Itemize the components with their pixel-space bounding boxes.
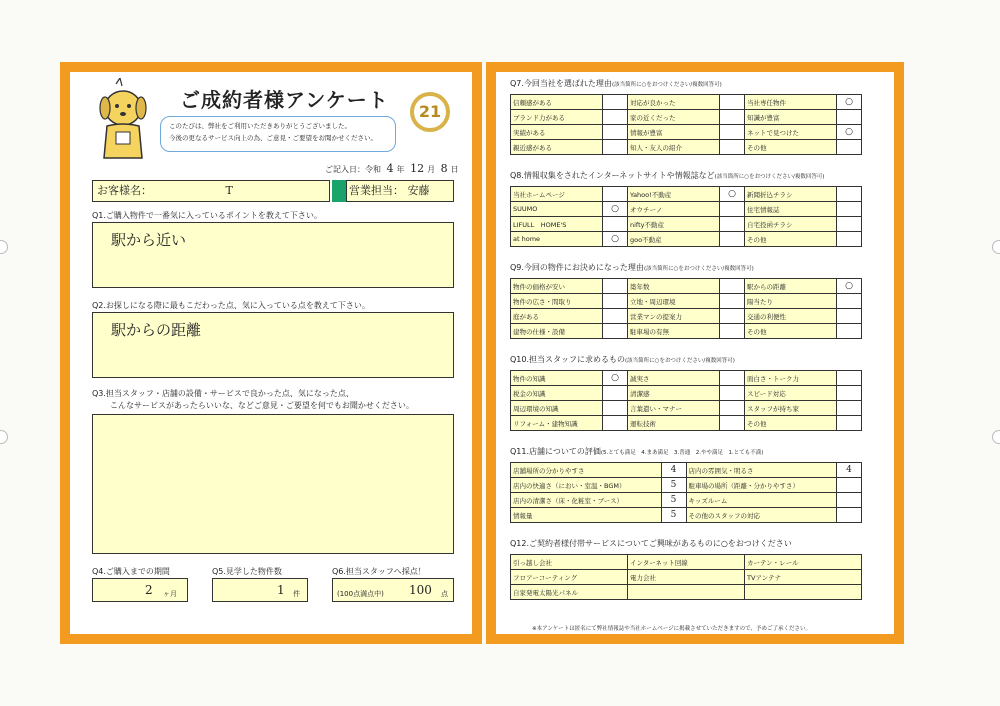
q9-option-label: 駅からの距離 [745,279,837,294]
q8-row [511,232,862,247]
q9-note: (該当箇所に○をおつけください/複数回答可) [643,266,754,272]
q6-answer-field[interactable] [332,578,454,602]
q11-option-label: その他のスタッフの対応 [686,508,837,523]
q10-answer-cell[interactable] [837,371,862,386]
q7-answer-cell[interactable] [720,125,745,140]
q8-option-label: SUUMO [511,202,603,217]
q12-option-cell[interactable] [628,585,745,600]
q7-option-label: 家の近くだった [628,110,720,125]
q9-option-label: 庭がある [511,309,603,324]
survey-title: ご成約者様アンケート [180,88,389,112]
q8-option-label: 自宅投函チラシ [745,217,837,232]
q9-answer-cell[interactable] [837,324,862,339]
q12-table [510,554,862,600]
q10-option-label: 清潔感 [628,386,720,401]
staff-label: 営業担当： [349,184,404,197]
q12-option-cell[interactable]: 電力会社 [628,570,745,585]
q8-row [511,217,862,232]
q8-answer-cell[interactable] [720,232,745,247]
q6-label: Q6.担当スタッフへ採点！ [332,567,426,576]
q11-option-label: 店内の清潔さ（床・化粧室・ブース） [511,493,662,508]
q4-label: Q4.ご購入までの期間 [92,567,170,576]
q8-table [510,186,862,247]
q8-option-label: 住宅情報誌 [745,202,837,217]
q9-option-label: 物件の広さ・間取り [511,294,603,309]
q10-option-label: スタッフが持ち家 [745,401,837,416]
q8-row [511,187,862,202]
date-month: 12 [410,162,425,175]
q8-option-label: goo不動産 [628,232,720,247]
q7-answer-cell[interactable] [603,110,628,125]
q8-answer-cell[interactable]: ○ [603,232,628,247]
q7-option-label: 親近感がある [511,140,603,155]
q6-sub: (100点満点中) [337,590,384,598]
q10-option-label: 誠実さ [628,371,720,386]
q9-option-label: 築年数 [628,279,720,294]
q11-answer-cell[interactable]: 5 [661,478,686,493]
q9-answer-cell[interactable] [603,294,628,309]
q8-option-label: オウチーノ [628,202,720,217]
date-year: 4 [386,162,394,175]
q1-answer-field[interactable] [92,222,454,288]
q9-answer-cell[interactable] [720,279,745,294]
q11-row [511,508,862,523]
q7-option-label: 当社専任物件 [745,95,837,110]
q9-label: Q9.今回の物件にお決めになった理由 [510,263,644,272]
q8-answer-cell[interactable]: ○ [603,202,628,217]
q10-heading [510,354,735,365]
q4-answer-field[interactable] [92,578,188,602]
q11-heading [510,446,763,457]
intro-line-2: 今後の更なるサービス向上の為、ご意見・ご要望をお聞かせください。 [169,134,377,142]
q10-option-label: 言葉遣い・マナー [628,401,720,416]
q11-answer-cell[interactable] [837,508,862,523]
q9-option-label: 物件の価格が安い [511,279,603,294]
q9-option-label: 建物の仕様・設備 [511,324,603,339]
staff-value: 安藤 [407,184,430,197]
q5-answer-field[interactable] [212,578,308,602]
mascot-dog-icon [92,78,154,162]
punch-hole-icon [992,240,1000,254]
intro-line-1: このたびは、弊社をご利用いただきありがとうございました。 [169,122,351,130]
q9-option-label: 陽当たり [745,294,837,309]
q2-answer: 駅からの距離 [111,321,202,339]
q5-unit: 件 [293,590,300,598]
q7-answer-cell[interactable] [603,95,628,110]
q8-option-label: at home [511,232,603,247]
q9-heading [510,262,754,273]
q7-option-label: ブランド力がある [511,110,603,125]
q10-option-label: 周辺環境の知識 [511,401,603,416]
q8-answer-cell[interactable] [837,232,862,247]
name-row [92,180,454,202]
q7-option-label: 実績がある [511,125,603,140]
q7-row [511,140,862,155]
q7-option-label: 信頼感がある [511,95,603,110]
survey-page-right [486,62,904,644]
q11-table [510,462,862,523]
staff-name-field[interactable] [346,180,454,202]
q10-option-label: リフォーム・建物知識 [511,416,603,431]
q7-answer-cell[interactable] [837,140,862,155]
q9-option-label: 立地・周辺環境 [628,294,720,309]
q10-answer-cell[interactable]: ○ [603,371,628,386]
q8-answer-cell[interactable] [837,217,862,232]
q12-option-cell[interactable]: カーテン・レール [745,555,862,570]
q10-option-label: 税金の知識 [511,386,603,401]
century21-logo-icon: 21 [410,92,450,132]
q2-label: Q2.お探しになる際に最もこだわった点、気に入っている点を教えて下さい。 [92,301,370,310]
q10-option-label: その他 [745,416,837,431]
date-day: 8 [440,162,448,175]
q1-label: Q1.ご購入物件で一番気に入っているポイントを教えて下さい。 [92,211,322,220]
q4-unit: ヶ月 [163,590,177,598]
punch-hole-icon [992,430,1000,444]
q7-answer-cell[interactable] [720,110,745,125]
q9-option-label: 営業マンの提案力 [628,309,720,324]
q7-option-label: 知人・友人の紹介 [628,140,720,155]
q7-answer-cell[interactable]: ○ [837,95,862,110]
q12-option-cell[interactable]: TVアンテナ [745,570,862,585]
q7-answer-cell[interactable] [603,140,628,155]
q4-value: 2 [145,583,153,597]
q10-row [511,386,862,401]
survey-page-left [60,62,482,644]
q9-row [511,294,862,309]
q8-answer-cell[interactable]: ○ [720,187,745,202]
footnote: ※本アンケートは匿名にて弊社情報誌や当社ホームページに掲載させていただきますので、予めご了承ください。 [532,626,812,632]
q10-answer-cell[interactable] [720,371,745,386]
q7-option-label: 知識が豊富 [745,110,837,125]
q11-option-label: 店舗場所の分かりやすさ [511,463,662,478]
q12-option-cell[interactable] [745,585,862,600]
q6-unit: 点 [441,590,448,598]
q8-option-label: 新聞折込チラシ [745,187,837,202]
q10-answer-cell[interactable] [720,386,745,401]
q9-answer-cell[interactable] [837,294,862,309]
q7-answer-cell[interactable] [837,110,862,125]
q8-heading [510,170,825,181]
q11-option-label: 店内の快適さ（におい・室温・BGM） [511,478,662,493]
q8-answer-cell[interactable] [603,187,628,202]
q7-answer-cell[interactable] [720,95,745,110]
q8-note: (該当箇所に○をおつけください/複数回答可) [714,174,825,180]
q12-row [511,585,862,600]
q9-row [511,324,862,339]
q10-answer-cell[interactable] [720,401,745,416]
q9-answer-cell[interactable] [603,279,628,294]
q12-label: Q12.ご契約者様付帯サービスについてご興味があるものに○をおつけください [510,539,792,548]
q3-label-1: Q3.担当スタッフ・店舗の設備・サービスで良かった点、気になった点、 [92,389,354,398]
q3-label-2: こんなサービスがあったらいいな、などご意見・ご要望を何でもお聞かせください。 [110,401,414,410]
q10-row [511,416,862,431]
q9-option-label: 駐車場の有無 [628,324,720,339]
q12-option-cell[interactable]: インターネット回線 [628,555,745,570]
q11-answer-cell[interactable]: 5 [661,508,686,523]
q12-heading [510,538,792,549]
q9-option-label: 交通の利便性 [745,309,837,324]
q1-answer: 駅から近い [111,231,187,249]
q11-row [511,478,862,493]
q8-answer-cell[interactable] [720,202,745,217]
q10-answer-cell[interactable] [837,416,862,431]
q6-value: 100 [409,583,432,597]
q7-option-label: その他 [745,140,837,155]
q12-row [511,570,862,585]
q8-answer-cell[interactable] [720,217,745,232]
q12-option-cell[interactable]: 自家発電太陽光パネル [511,585,628,600]
q7-answer-cell[interactable] [603,125,628,140]
q9-answer-cell[interactable]: ○ [837,279,862,294]
q8-option-label: LIFULL HOME'S [511,217,603,232]
q9-answer-cell[interactable] [720,324,745,339]
date-year-unit: 年 [396,165,405,174]
q8-option-label: 当社ホームページ [511,187,603,202]
q10-option-label: スピード対応 [745,386,837,401]
q7-option-label: 対応が良かった [628,95,720,110]
q7-answer-cell[interactable]: ○ [837,125,862,140]
q8-answer-cell[interactable] [837,187,862,202]
intro-speech-bubble [160,116,396,152]
q10-answer-cell[interactable] [837,386,862,401]
q11-answer-cell[interactable] [837,478,862,493]
q8-answer-cell[interactable] [603,217,628,232]
q7-answer-cell[interactable] [720,140,745,155]
customer-name-field[interactable] [92,180,330,202]
q8-option-label: Yahoo!不動産 [628,187,720,202]
q9-option-label: その他 [745,324,837,339]
q8-option-label: nifty不動産 [628,217,720,232]
q11-row [511,463,862,478]
customer-value: T [225,184,233,197]
q10-option-label: 運転技術 [628,416,720,431]
q11-scale: (5.とても満足 4.まあ満足 3.普通 2.やや満足 1.とても不満) [600,450,764,456]
q7-row [511,95,862,110]
q5-label: Q5.見学した物件数 [212,567,282,576]
q12-option-cell[interactable]: フロアーコーティング [511,570,628,585]
q11-row [511,493,862,508]
punch-hole-icon [0,240,8,254]
q9-row [511,309,862,324]
q7-row [511,110,862,125]
q7-table [510,94,862,155]
q9-answer-cell[interactable] [720,309,745,324]
q12-row [511,555,862,570]
q12-option-cell[interactable]: 引っ越し会社 [511,555,628,570]
date-day-unit: 日 [450,165,459,174]
customer-label: お客様名： [97,184,152,197]
q10-answer-cell[interactable] [720,416,745,431]
q10-note: (該当箇所に○をおつけください/複数回答可) [625,358,735,364]
q7-row [511,125,862,140]
q7-option-label: 情報が豊富 [628,125,720,140]
q7-note: (該当箇所に○をおつけください/複数回答可) [611,82,722,88]
entry-date [325,162,459,175]
q10-answer-cell[interactable] [837,401,862,416]
q9-table [510,278,862,339]
q10-option-label: 面白さ・トーク力 [745,371,837,386]
q10-answer-cell[interactable] [603,416,628,431]
q10-row [511,371,862,386]
q3-answer-field[interactable] [92,414,454,554]
q9-answer-cell[interactable] [603,324,628,339]
q9-answer-cell[interactable] [603,309,628,324]
date-month-unit: 月 [427,165,436,174]
q5-value: 1 [277,583,285,597]
punch-hole-icon [0,430,8,444]
q9-answer-cell[interactable] [837,309,862,324]
q8-label: Q8.情報収集をされたインターネットサイトや情報誌など [510,171,715,180]
q7-heading [510,78,722,89]
redaction-marker [332,180,346,202]
q8-row [511,202,862,217]
q11-answer-cell[interactable]: 4 [661,463,686,478]
date-label: ご記入日：令和 [325,165,381,174]
q8-option-label: その他 [745,232,837,247]
q9-answer-cell[interactable] [720,294,745,309]
q10-answer-cell[interactable] [603,401,628,416]
q10-label: Q10.担当スタッフに求めるもの [510,355,626,364]
q11-option-label: 情報量 [511,508,662,523]
q11-label: Q11.店舗についての評価 [510,447,601,456]
q10-option-label: 物件の知識 [511,371,603,386]
q10-row [511,401,862,416]
q11-option-label: 駐車場の場所（距離・分かりやすさ） [686,478,837,493]
q11-answer-cell[interactable] [837,493,862,508]
q11-answer-cell[interactable]: 4 [837,463,862,478]
q11-answer-cell[interactable]: 5 [661,493,686,508]
q7-label: Q7.今回当社を選ばれた理由 [510,79,612,88]
q9-row [511,279,862,294]
q2-answer-field[interactable] [92,312,454,378]
q11-option-label: 店内の雰囲気・明るさ [686,463,837,478]
q8-answer-cell[interactable] [837,202,862,217]
q10-table [510,370,862,431]
q11-option-label: キッズルーム [686,493,837,508]
q10-answer-cell[interactable] [603,386,628,401]
q7-option-label: ネットで見つけた [745,125,837,140]
